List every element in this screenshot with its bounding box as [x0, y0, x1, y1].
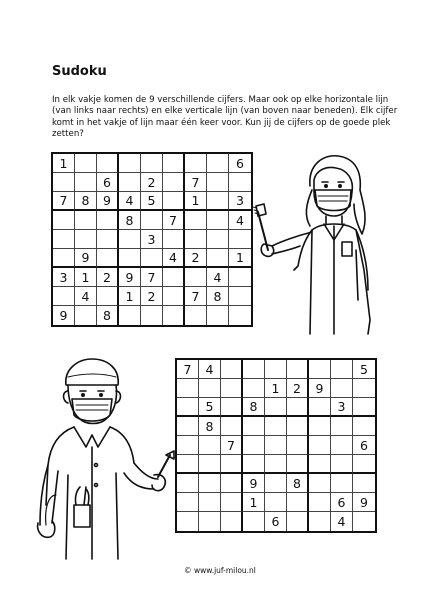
sudoku-cell [331, 360, 353, 379]
sudoku-cell: 9 [243, 474, 265, 493]
sudoku-cell [177, 493, 199, 512]
instruction-line: (van links naar rechts) en elke verticale lijn (van boven naar beneden). Elk cijfer [52, 106, 398, 117]
sudoku-cell [97, 230, 119, 249]
sudoku-cell [207, 192, 229, 211]
sudoku-cell [309, 398, 331, 417]
sudoku-cell [163, 287, 185, 306]
sudoku-cell [221, 455, 243, 474]
sudoku-cell [199, 493, 221, 512]
sudoku-cell [221, 360, 243, 379]
sudoku-cell [243, 512, 265, 531]
sudoku-cell [141, 306, 163, 325]
sudoku-cell: 9 [119, 268, 141, 287]
sudoku-cell [207, 249, 229, 268]
sudoku-cell [199, 474, 221, 493]
sudoku-cell [163, 154, 185, 173]
sudoku-cell [53, 287, 75, 306]
sudoku-cell: 4 [163, 249, 185, 268]
sudoku-cell [119, 173, 141, 192]
sudoku-cell [221, 493, 243, 512]
sudoku-cell [185, 230, 207, 249]
sudoku-cell [221, 512, 243, 531]
sudoku-cell [265, 360, 287, 379]
sudoku-cell [163, 268, 185, 287]
sudoku-cell [243, 360, 265, 379]
sudoku-cell: 8 [199, 417, 221, 436]
sudoku-cell: 6 [265, 512, 287, 531]
sudoku-cell [141, 154, 163, 173]
page-title: Sudoku [52, 64, 107, 79]
sudoku-cell [287, 398, 309, 417]
sudoku-cell: 5 [199, 398, 221, 417]
sudoku-cell: 5 [141, 192, 163, 211]
sudoku-cell [163, 192, 185, 211]
sudoku-cell: 5 [353, 360, 375, 379]
sudoku-cell: 4 [75, 287, 97, 306]
sudoku-cell [177, 474, 199, 493]
sudoku-cell [119, 154, 141, 173]
sudoku-cell [75, 306, 97, 325]
sudoku-cell: 1 [53, 154, 75, 173]
sudoku-cell: 4 [119, 192, 141, 211]
instruction-line: zetten? [52, 129, 84, 140]
sudoku-cell [75, 230, 97, 249]
sudoku-cell: 7 [141, 268, 163, 287]
sudoku-cell [229, 230, 251, 249]
sudoku-cell [353, 417, 375, 436]
sudoku-grid-2 [175, 358, 377, 533]
sudoku-cell [221, 417, 243, 436]
sudoku-cell [287, 512, 309, 531]
sudoku-cell [207, 230, 229, 249]
sudoku-cell [243, 455, 265, 474]
sudoku-cell [265, 417, 287, 436]
sudoku-cell [199, 455, 221, 474]
sudoku-cell: 7 [177, 360, 199, 379]
sudoku-cell [353, 398, 375, 417]
sudoku-cell [265, 493, 287, 512]
sudoku-cell: 9 [97, 192, 119, 211]
sudoku-cell: 8 [207, 287, 229, 306]
sudoku-cell [331, 379, 353, 398]
sudoku-cell [199, 436, 221, 455]
sudoku-cell [97, 287, 119, 306]
sudoku-cell [265, 436, 287, 455]
sudoku-cell [177, 398, 199, 417]
sudoku-cell [97, 249, 119, 268]
sudoku-cell [177, 455, 199, 474]
sudoku-cell: 7 [185, 287, 207, 306]
sudoku-cell: 9 [353, 493, 375, 512]
sudoku-cell [229, 287, 251, 306]
sudoku-cell [309, 455, 331, 474]
sudoku-cell [243, 379, 265, 398]
sudoku-cell [53, 211, 75, 230]
sudoku-cell: 1 [119, 287, 141, 306]
sudoku-cell [97, 211, 119, 230]
sudoku-cell: 1 [265, 379, 287, 398]
sudoku-cell: 3 [331, 398, 353, 417]
instructions [52, 95, 397, 141]
sudoku-cell: 8 [97, 306, 119, 325]
sudoku-cell: 1 [229, 249, 251, 268]
sudoku-cell [265, 455, 287, 474]
sudoku-cell [185, 211, 207, 230]
sudoku-cell: 3 [141, 230, 163, 249]
sudoku-cell [353, 512, 375, 531]
sudoku-cell [309, 436, 331, 455]
sudoku-cell [53, 173, 75, 192]
sudoku-cell: 9 [309, 379, 331, 398]
sudoku-cell: 6 [331, 493, 353, 512]
sudoku-cell [309, 417, 331, 436]
sudoku-cell [207, 173, 229, 192]
sudoku-cell [75, 154, 97, 173]
sudoku-cell [185, 306, 207, 325]
sudoku-cell: 7 [221, 436, 243, 455]
sudoku-cell [177, 512, 199, 531]
sudoku-cell [221, 379, 243, 398]
sudoku-cell [185, 154, 207, 173]
sudoku-cell [353, 474, 375, 493]
sudoku-cell: 4 [207, 268, 229, 287]
sudoku-cell [207, 306, 229, 325]
sudoku-cell [163, 306, 185, 325]
sudoku-cell [97, 154, 119, 173]
sudoku-cell [177, 436, 199, 455]
sudoku-cell: 8 [119, 211, 141, 230]
sudoku-cell: 6 [97, 173, 119, 192]
copyright-footer: © www.juf-milou.nl [184, 566, 256, 575]
sudoku-cell [141, 211, 163, 230]
sudoku-cell [331, 417, 353, 436]
sudoku-cell [287, 436, 309, 455]
sudoku-cell: 1 [185, 192, 207, 211]
sudoku-cell: 9 [53, 306, 75, 325]
sudoku-cell [141, 249, 163, 268]
sudoku-cell [177, 379, 199, 398]
sudoku-grid-1 [51, 152, 253, 327]
instruction-line: In elk vakje komen de 9 verschillende cijfers. Maar ook op elke horizontale lijn [52, 95, 389, 105]
sudoku-cell [309, 360, 331, 379]
sudoku-cell [309, 474, 331, 493]
sudoku-cell [331, 455, 353, 474]
sudoku-cell [119, 230, 141, 249]
sudoku-cell [287, 455, 309, 474]
sudoku-cell [221, 474, 243, 493]
sudoku-cell: 1 [243, 493, 265, 512]
sudoku-cell: 2 [141, 287, 163, 306]
sudoku-cell [243, 417, 265, 436]
sudoku-cell [163, 230, 185, 249]
sudoku-cell: 8 [75, 192, 97, 211]
sudoku-cell: 6 [229, 154, 251, 173]
sudoku-cell: 6 [353, 436, 375, 455]
sudoku-cell: 2 [287, 379, 309, 398]
sudoku-cell [229, 306, 251, 325]
sudoku-cell [353, 379, 375, 398]
sudoku-cell [207, 154, 229, 173]
sudoku-cell: 4 [331, 512, 353, 531]
sudoku-cell: 4 [229, 211, 251, 230]
sudoku-cell [119, 306, 141, 325]
sudoku-cell [177, 417, 199, 436]
sudoku-cell: 3 [53, 268, 75, 287]
sudoku-cell [199, 379, 221, 398]
sudoku-cell [309, 512, 331, 531]
sudoku-cell [75, 173, 97, 192]
sudoku-cell [185, 268, 207, 287]
instruction-line: komt in het vakje of lijn maar één keer voor. Kun jij de cijfers op de goede plek [52, 117, 391, 128]
sudoku-cell: 9 [75, 249, 97, 268]
sudoku-cell [229, 268, 251, 287]
sudoku-cell: 3 [229, 192, 251, 211]
dentist-illustration [250, 150, 390, 350]
sudoku-cell [163, 173, 185, 192]
sudoku-cell: 7 [185, 173, 207, 192]
sudoku-cell [353, 455, 375, 474]
sudoku-cell [331, 474, 353, 493]
sudoku-cell [265, 398, 287, 417]
sudoku-cell [75, 211, 97, 230]
sudoku-cell [53, 230, 75, 249]
sudoku-cell [119, 249, 141, 268]
sudoku-cell: 1 [75, 268, 97, 287]
sudoku-cell [229, 173, 251, 192]
sudoku-cell: 2 [97, 268, 119, 287]
sudoku-cell: 7 [53, 192, 75, 211]
sudoku-cell: 2 [185, 249, 207, 268]
sudoku-cell [309, 493, 331, 512]
sudoku-cell [287, 493, 309, 512]
sudoku-cell [207, 211, 229, 230]
sudoku-cell [243, 436, 265, 455]
sudoku-cell [331, 436, 353, 455]
sudoku-cell [287, 360, 309, 379]
sudoku-cell: 4 [199, 360, 221, 379]
sudoku-cell [287, 417, 309, 436]
sudoku-cell: 7 [163, 211, 185, 230]
dentist-with-tools-illustration [28, 355, 178, 565]
sudoku-cell [221, 398, 243, 417]
sudoku-cell: 8 [243, 398, 265, 417]
sudoku-cell: 8 [287, 474, 309, 493]
sudoku-cell [265, 474, 287, 493]
sudoku-cell [199, 512, 221, 531]
sudoku-cell [53, 249, 75, 268]
sudoku-cell: 2 [141, 173, 163, 192]
